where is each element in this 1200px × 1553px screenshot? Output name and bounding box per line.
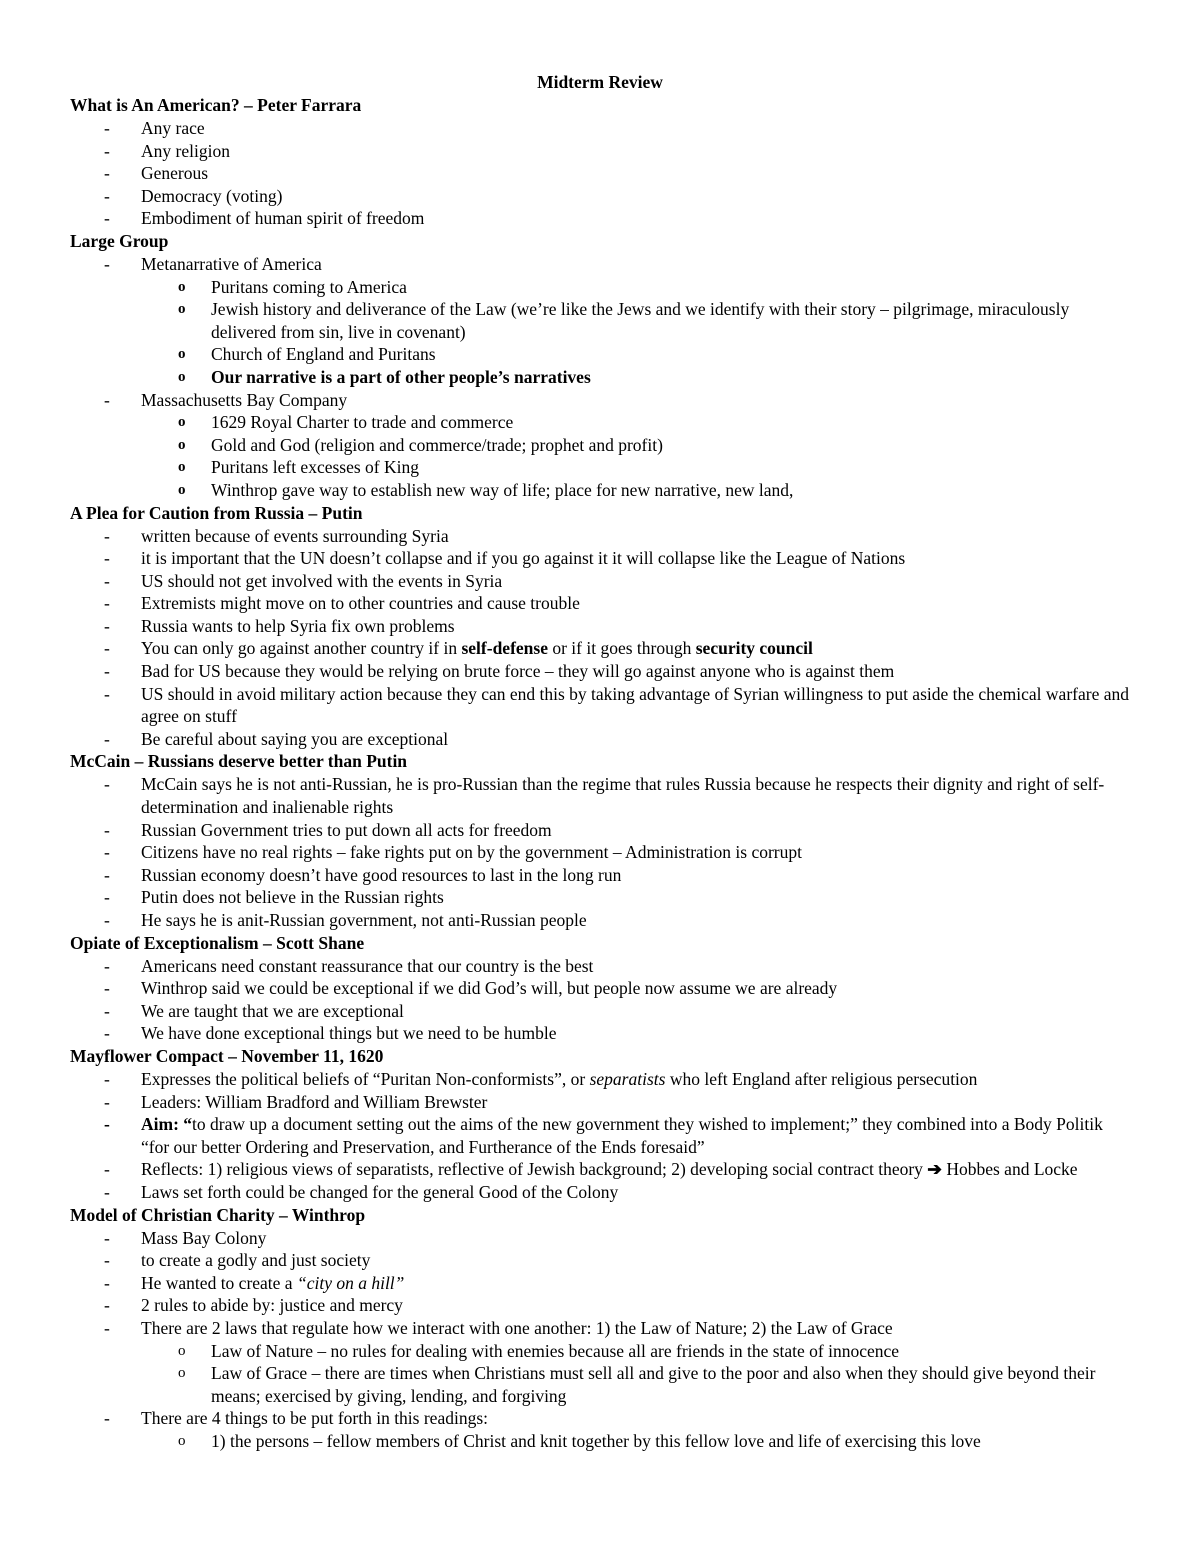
list-item: - Any religion: [104, 140, 230, 161]
list-item: - 2 rules to abide by: justice and mercy: [104, 1295, 403, 1316]
list-item: - We are taught that we are exceptional: [104, 1000, 404, 1021]
bullet-list: [70, 773, 1130, 931]
list-item: - Putin does not believe in the Russian rights: [104, 887, 444, 908]
list-item: - Generous: [104, 163, 209, 184]
sub-list-item: o Puritans coming to America: [178, 276, 407, 297]
sub-list-item: o Jewish history and deliverance of the Law (we’re like the Jews and we identify with their story – pilgrimage, miraculously delivered from sin, live in covenant): [178, 299, 1070, 342]
list-item: - Americans need constant reassurance that our country is the best: [104, 955, 594, 976]
page-title: Midterm Review: [537, 72, 663, 92]
list-item: - Any race: [104, 118, 205, 138]
list-item: - Citizens have no real rights – fake rights put on by the government – Administration is corrupt: [104, 842, 802, 863]
list-item: - Winthrop said we could be exceptional if we did God’s will, but people now assume we are already: [104, 978, 838, 999]
list-item: - US should in avoid military action because they can end this by taking advantage of Syrian willingness to put aside the chemical warfare and agree on stuff: [104, 683, 1129, 727]
list-item: - Metanarrative of America: [104, 253, 322, 274]
list-item: - Leaders: William Bradford and William Brewster: [104, 1091, 488, 1112]
sub-list-item: o Law of Grace – there are times when Christians must sell all and give to the poor and also when they should give beyond their means; exercised by giving, lending, and forgiving: [178, 1363, 1096, 1406]
bullet-list: [70, 1068, 1130, 1204]
list-item: - Be careful about saying you are exceptional: [104, 728, 449, 749]
section-heading: Model of Christian Charity – Winthrop: [70, 1204, 366, 1225]
list-item: - Reflects: 1) religious views of separatists, reflective of Jewish background; 2) developing social contract theory ➔ Hobbes and Locke: [104, 1159, 1078, 1180]
section-heading: McCain – Russians deserve better than Putin: [70, 751, 408, 772]
list-item: - it is important that the UN doesn’t collapse and if you go against it it will collapse like the League of Nations: [104, 548, 906, 569]
sub-list-item: o Winthrop gave way to establish new way of life; place for new narrative, new land,: [178, 479, 794, 500]
list-item: - Embodiment of human spirit of freedom: [104, 208, 425, 229]
list-item: - Expresses the political beliefs of “Puritan Non-conformists”, or separatists who left England after religious persecution: [104, 1068, 978, 1089]
list-item: - Russian economy doesn’t have good resources to last in the long run: [104, 864, 622, 885]
sub-list-item: o 1) the persons – fellow members of Christ and knit together by this fellow love and life of exercising this love: [178, 1430, 981, 1451]
arrow-icon: ➔: [927, 1159, 942, 1180]
bullet-list: [70, 253, 1130, 502]
list-item: - Extremists might move on to other countries and cause trouble: [104, 593, 580, 614]
list-item: - Mass Bay Colony: [104, 1227, 267, 1248]
document-page: [70, 70, 1130, 1452]
section-heading: Large Group: [70, 230, 169, 251]
bullet-list: [70, 1227, 1130, 1453]
sub-list-item: o Church of England and Puritans: [178, 344, 436, 365]
sub-list-item: o Law of Nature – no rules for dealing with enemies because all are friends in the state of innocence: [178, 1340, 900, 1361]
list-item: - There are 4 things to be put forth in this readings:: [104, 1408, 489, 1429]
sub-list-item: o Puritans left excesses of King: [178, 457, 420, 478]
list-item: - US should not get involved with the events in Syria: [104, 570, 503, 591]
list-item: - You can only go against another country if in self-defense or if it goes through security council: [104, 638, 813, 659]
section-heading: Opiate of Exceptionalism – Scott Shane: [70, 932, 365, 953]
list-item: - Aim: “to draw up a document setting out the aims of the new government they wished to implement;” they combined into a Body Politik “for our better Ordering and Preservation, and Furtherance of the Ends foresaid”: [104, 1114, 1103, 1157]
section-heading: A Plea for Caution from Russia – Putin: [70, 502, 363, 523]
list-item: - There are 2 laws that regulate how we interact with one another: 1) the Law of Nature; 2) the Law of Grace: [104, 1317, 893, 1338]
list-item: - Russian Government tries to put down all acts for freedom: [104, 819, 552, 840]
list-item: - written because of events surrounding Syria: [104, 525, 449, 546]
list-item: - Massachusetts Bay Company: [104, 389, 348, 410]
bullet-list: [70, 525, 1130, 751]
bullet-list: [70, 955, 1130, 1045]
section-heading: What is An American? – Peter Farrara: [70, 95, 362, 115]
list-item: - Bad for US because they would be relying on brute force – they will go against anyone who is against them: [104, 661, 895, 682]
sub-list-item: o Our narrative is a part of other people’s narratives: [178, 366, 591, 387]
list-item: - Laws set forth could be changed for the general Good of the Colony: [104, 1181, 619, 1202]
list-item: - He wanted to create a “city on a hill”: [104, 1272, 405, 1293]
list-item: - Russia wants to help Syria fix own problems: [104, 615, 455, 636]
list-item: - We have done exceptional things but we need to be humble: [104, 1023, 557, 1044]
list-item: - He says he is anit-Russian government, not anti-Russian people: [104, 910, 587, 930]
list-item: - Democracy (voting): [104, 185, 283, 206]
sub-list-item: o Gold and God (religion and commerce/trade; prophet and profit): [178, 434, 663, 455]
list-item: - McCain says he is not anti-Russian, he is pro-Russian than the regime that rules Russia because he respects their dignity and right of self-determination and inalienable rights: [104, 774, 1105, 818]
list-item: - to create a godly and just society: [104, 1250, 371, 1271]
sub-list-item: o 1629 Royal Charter to trade and commerce: [178, 412, 514, 433]
bullet-list: [70, 117, 1130, 230]
section-heading: Mayflower Compact – November 11, 1620: [70, 1045, 384, 1066]
